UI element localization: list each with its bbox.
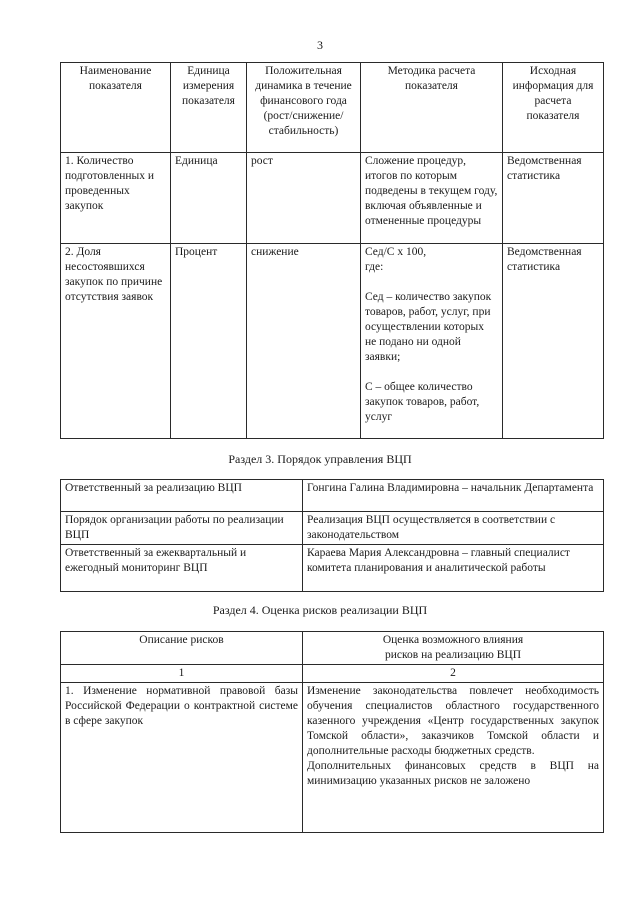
management-value-monitoring: Караева Мария Александровна – главный специалист комитета планирования и аналитической работы <box>303 545 604 592</box>
indicator-row-1 <box>61 153 604 244</box>
indicator-1-source: Ведомственная статистика <box>503 153 604 244</box>
method-c-definition: С – общее количество закупок товаров, работ, услуг <box>365 381 480 423</box>
risks-header-impact-line2: рисков на реализацию ВЦП <box>385 649 521 661</box>
risks-table <box>60 631 604 833</box>
management-row-procedure <box>61 512 604 545</box>
risks-header-description: Описание рисков <box>61 632 303 665</box>
management-row-responsible <box>61 480 604 512</box>
indicator-2-name: 2. Доля несостоявшихся закупок по причине отсутствия заявок <box>61 244 171 439</box>
header-indicator-name: Наименование показателя <box>61 63 171 153</box>
management-label-procedure: Порядок организации работы по реализации ВЦП <box>61 512 303 545</box>
header-dynamics: Положительная динамика в течение финансового года (рост/снижение/ стабильность) <box>247 63 361 153</box>
section3-title: Раздел 3. Порядок управления ВЦП <box>228 452 412 466</box>
risks-header-row <box>61 632 604 665</box>
indicator-row-2 <box>61 244 604 439</box>
risk-1-description: 1. Изменение нормативной правовой базы Российской Федерации о контрактной системе в сфере закупок <box>61 683 303 833</box>
header-method: Методика расчета показателя <box>361 63 503 153</box>
indicator-1-unit: Единица <box>171 153 247 244</box>
management-value-procedure: Реализация ВЦП осуществляется в соответствии с законодательством <box>303 512 604 545</box>
method-formula: Сед/С х 100, <box>365 246 427 258</box>
indicator-2-source: Ведомственная статистика <box>503 244 604 439</box>
indicator-2-unit: Процент <box>171 244 247 439</box>
indicators-header-row <box>61 63 604 153</box>
indicator-1-method: Сложение процедур, итогов по которым подведены в текущем году, включая объявленные и отмененные процедуры <box>361 153 503 244</box>
risks-col-number-2: 2 <box>303 665 604 683</box>
management-row-monitoring <box>61 545 604 592</box>
risks-header-impact-line1: Оценка возможного влияния <box>382 634 524 646</box>
page-number: 3 <box>317 38 323 52</box>
method-sed-definition: Сед – количество закупок товаров, работ, услуг, при осуществлении которых не подано ни одной заявки; <box>365 291 492 363</box>
risk-1-impact <box>303 683 604 833</box>
risks-header-impact <box>303 632 604 665</box>
risk-1-impact-paragraph-2: Дополнительных финансовых средств в ВЦП на минимизацию указанных рисков не заложено <box>307 760 599 787</box>
management-label-monitoring: Ответственный за ежеквартальный и ежегодный мониторинг ВЦП <box>61 545 303 592</box>
header-source: Исходная информация для расчета показателя <box>503 63 604 153</box>
risk-1-impact-paragraph-1: Изменение законодательства повлечет необходимость обучения специалистов областного государственного казенного учреждения «Центр государственных закупок Томской области», заказчиков Томской области и дополнительные расходы бюджетных средств. <box>307 685 599 757</box>
management-table <box>60 479 604 592</box>
indicators-table <box>60 62 604 439</box>
management-value-responsible: Гонгина Галина Владимировна – начальник Департамента <box>303 480 604 512</box>
method-where: где: <box>365 261 384 273</box>
indicator-1-dynamics: рост <box>247 153 361 244</box>
indicator-1-name: 1. Количество подготовленных и проведенных закупок <box>61 153 171 244</box>
section4-title: Раздел 4. Оценка рисков реализации ВЦП <box>212 603 428 617</box>
indicator-2-dynamics: снижение <box>247 244 361 439</box>
risk-row-1 <box>61 683 604 833</box>
risks-number-row <box>61 665 604 683</box>
header-unit: Единица измерения показателя <box>171 63 247 153</box>
indicator-2-method <box>361 244 503 439</box>
management-label-responsible: Ответственный за реализацию ВЦП <box>61 480 303 512</box>
risks-col-number-1: 1 <box>61 665 303 683</box>
